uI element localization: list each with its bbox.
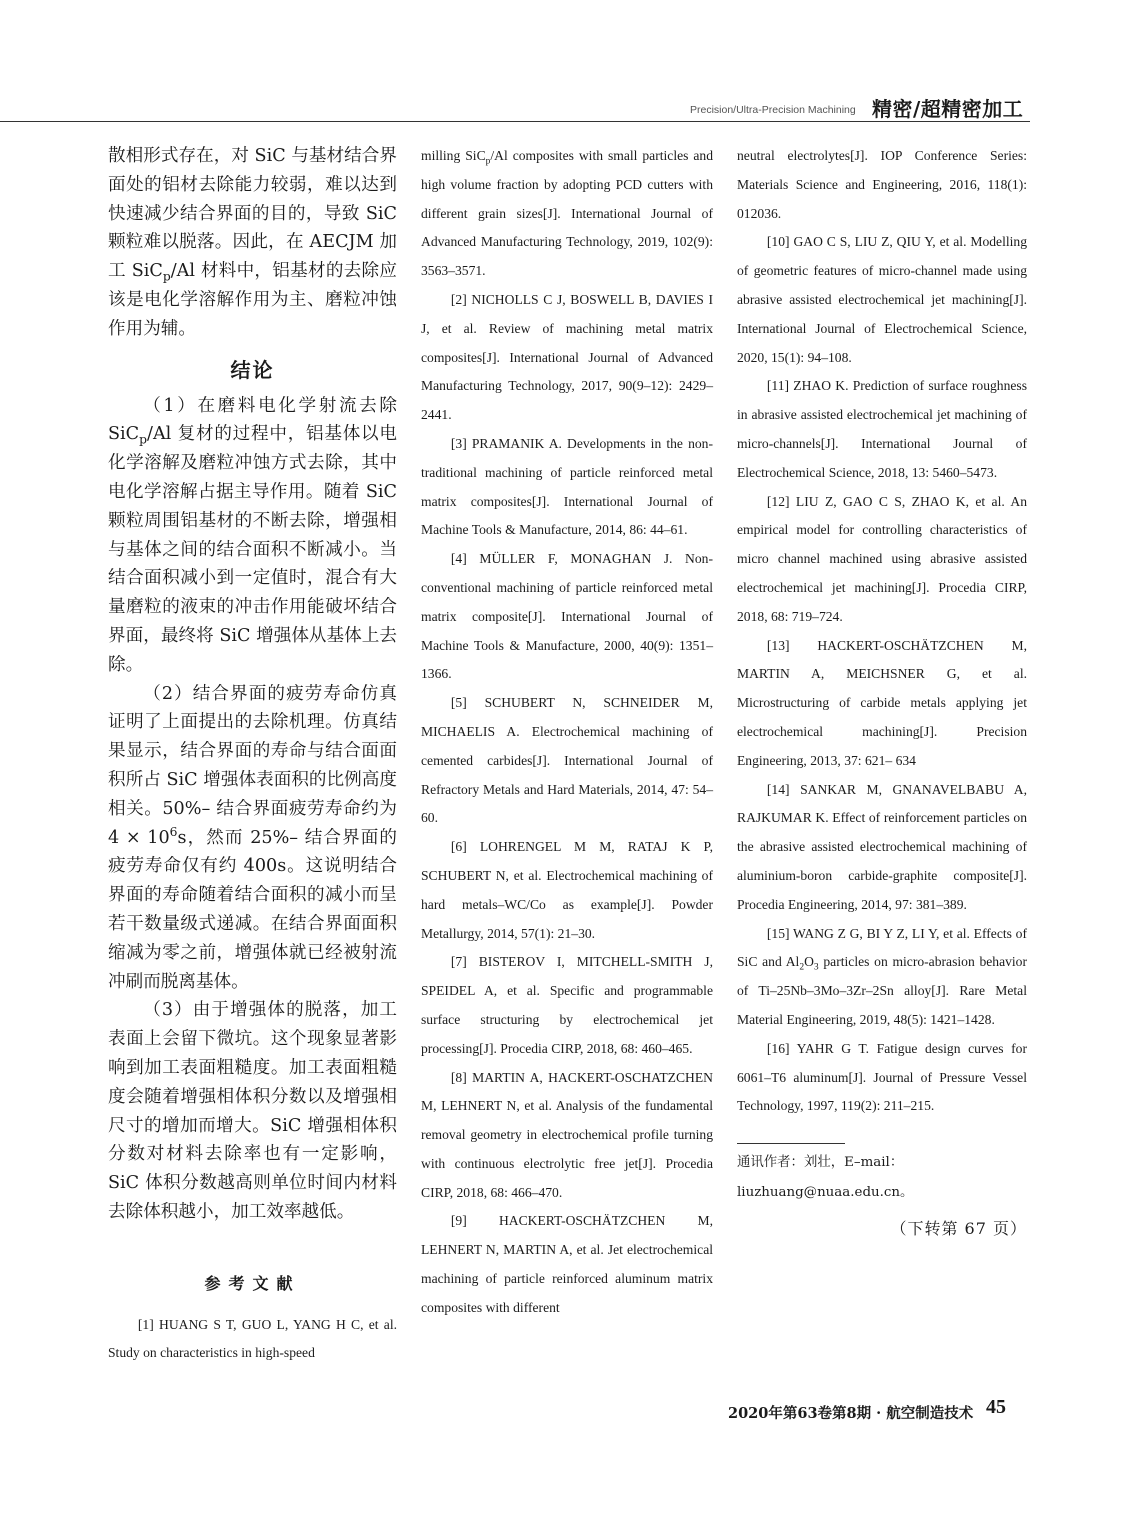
page-number: 45 <box>986 1396 1006 1418</box>
column-3 <box>737 142 1027 1244</box>
reference-9: [9] HACKERT-OSCHÄTZCHEN M, LEHNERT N, MARTIN A, et al. Jet electrochemical machining of particle reinforced aluminum matrix composites with different <box>421 1213 713 1315</box>
conclusion-point-3: （3）由于增强体的脱落，加工表面上会留下微坑。这个现象显著影响到加工表面粗糙度。加工表面粗糙度会随着增强相体积分数以及增强相尺寸的增加而增大。SiC 增强相体积分数对材料去除率也有一定影响，SiC 体积分数越高则单位时间内材料去除体积越小，加工效率越低。 <box>108 1000 397 1222</box>
conclusion-heading: 结论 <box>230 357 275 382</box>
running-header-chinese: 精密/超精密加工 <box>872 97 1024 121</box>
journal-footer: 2020年第63卷第8期 · 航空制造技术 <box>728 1405 974 1422</box>
reference-12: [12] LIU Z, GAO C S, ZHAO K, et al. An empirical model for controlling characteristics of micro channel machined using abrasive assisted electrochemical jet machining[J]. Procedia CIRP, 2018, 68: 719–724. <box>737 493 1027 624</box>
footnote-rule <box>737 1143 845 1144</box>
reference-1-continued: milling SiC$_p$/Al composites with small particles and high volume fraction by adopting PCD cutters with different grain sizes[J]. International Journal of Advanced Manufacturing Technology, 2019, 102(9): 3563–3571. <box>421 148 713 279</box>
reference-1: [1] HUANG S T, GUO L, YANG H C, et al. Study on characteristics in high-speed <box>108 1316 397 1361</box>
reference-14: [14] SANKAR M, GNANAVELBABU A, RAJKUMAR K. Effect of reinforcement particles on the abrasive assisted electrochemical machining of aluminium-boron carbide-graphite composite[J]. Procedia Engineering, 2014, 97: 381–389. <box>737 781 1027 912</box>
reference-2: [2] NICHOLLS C J, BOSWELL B, DAVIES I J, et al. Review of machining metal matrix composites[J]. International Journal of Advanced Manufacturing Technology, 2017, 90(9–12): 2429–2441. <box>421 291 713 423</box>
reference-5: [5] SCHUBERT N, SCHNEIDER M, MICHAELIS A. Electrochemical machining of cemented carbides[J]. International Journal of Refractory Metals and Hard Materials, 2014, 47: 54–60. <box>421 695 713 826</box>
conclusion-point-2: （2）结合界面的疲劳寿命仿真证明了上面提出的去除机理。仿真结果显示，结合界面的寿命与结合面面积所占 SiC 增强体表面积的比例高度相关。50%– 结合界面疲劳寿命约为 $4 \times 10^6s$，然而 25%– 结合界面的疲劳寿命仅有约 400s。这说明结合界面的寿命随着结合面积的减小而呈若干数量级式递减。在结合界面面积缩减为零之前，增强体就已经被射流冲刷而脱离基体。 <box>108 683 397 992</box>
reference-15: [15] WANG Z G, BI Y Z, LI Y, et al. Effects of SiC and $Al_2O_3$ particles on micro-abrasion behavior of Ti–25Nb–3Mo–3Zr–2Sn alloy[J]. Rare Metal Material Engineering, 2019, 48(5): 1421–1428. <box>737 925 1028 1027</box>
running-header-english: Precision/Ultra-Precision Machining <box>690 104 856 116</box>
reference-10: [10] GAO C S, LIU Z, QIU Y, et al. Modelling of geometric features of micro-channel made using abrasive assisted electrochemical jet machining[J]. International Journal of Electrochemical Science, 2020, 15(1): 94–108. <box>737 234 1027 365</box>
column-1 <box>108 142 397 1368</box>
reference-9-continued: neutral electrolytes[J]. IOP Conference Series: Materials Science and Engineering, 2016, 118(1): 012036. <box>737 148 1027 221</box>
header-rule <box>0 121 1030 122</box>
reference-13: [13] HACKERT-OSCHÄTZCHEN M, MARTIN A, MEICHSNER G, et al. Microstructuring of carbide metals applying jet electrochemical machining[J]. Precision Engineering, 2013, 37: 621– 634 <box>737 637 1027 768</box>
reference-7: [7] BISTEROV I, MITCHELL-SMITH J, SPEIDEL A, et al. Specific and programmable surface structuring by electrochemical jet processing[J]. Procedia CIRP, 2018, 68: 460–465. <box>421 954 713 1056</box>
continued-on-page-note: （下转第 67 页） <box>890 1219 1027 1239</box>
reference-4: [4] MÜLLER F, MONAGHAN J. Non-conventional machining of particle reinforced metal matrix composite[J]. International Journal of Machine Tools & Manufacture, 2000, 40(9): 1351–1366. <box>421 551 713 682</box>
paragraph-continued: 散相形式存在，对 SiC 与基材结合界面处的铝材去除能力较弱，难以达到快速减少结合界面的目的，导致 SiC 颗粒难以脱落。因此，在 AECJM 加工 SiC$_p$/Al 材料中，铝基材的去除应该是电化学溶解作用为主、磨粒冲蚀作用为辅。 <box>108 146 398 339</box>
reference-8: [8] MARTIN A, HACKERT-OSCHATZCHEN M, LEHNERT N, et al. Analysis of the fundamental removal geometry in electrochemical profile turning with continuous electrolytic free jet[J]. Procedia CIRP, 2018, 68: 466–470. <box>421 1069 713 1200</box>
conclusion-point-1: （1）在磨料电化学射流去除 SiC$_p$/Al 复材的过程中，铝基体以电化学溶解及磨粒冲蚀方式去除，其中电化学溶解占据主导作用。随着 SiC 颗粒周围铝基材的不断去除，增强相与基体之间的结合面积不断减小。当结合面积减小到一定值时，混合有大量磨粒的液束的冲击作用能破坏结合界面，最终将 SiC 增强体从基体上去除。 <box>108 395 397 675</box>
reference-6: [6] LOHRENGEL M M, RATAJ K P, SCHUBERT N, et al. Electrochemical machining of hard metals–WC/Co as example[J]. Powder Metallurgy, 2014, 57(1): 21–30. <box>421 839 713 941</box>
corresponding-author-footnote: 通讯作者：刘壮，E–mail：liuzhuang@nuaa.edu.cn。 <box>737 1155 914 1201</box>
reference-3: [3] PRAMANIK A. Developments in the non-traditional machining of particle reinforced metal matrix composites[J]. International Journal of Machine Tools & Manufacture, 2014, 86: 44–61. <box>421 435 713 538</box>
reference-11: [11] ZHAO K. Prediction of surface roughness in abrasive assisted electrochemical jet machining of micro-channels[J]. International Journal of Electrochemical Science, 2018, 13: 5460–5473. <box>737 378 1027 480</box>
reference-16: [16] YAHR G T. Fatigue design curves for 6061–T6 aluminum[J]. Journal of Pressure Vessel Technology, 1997, 119(2): 211–215. <box>737 1040 1027 1114</box>
references-heading: 参考文献 <box>204 1273 301 1293</box>
column-2 <box>421 142 713 1323</box>
